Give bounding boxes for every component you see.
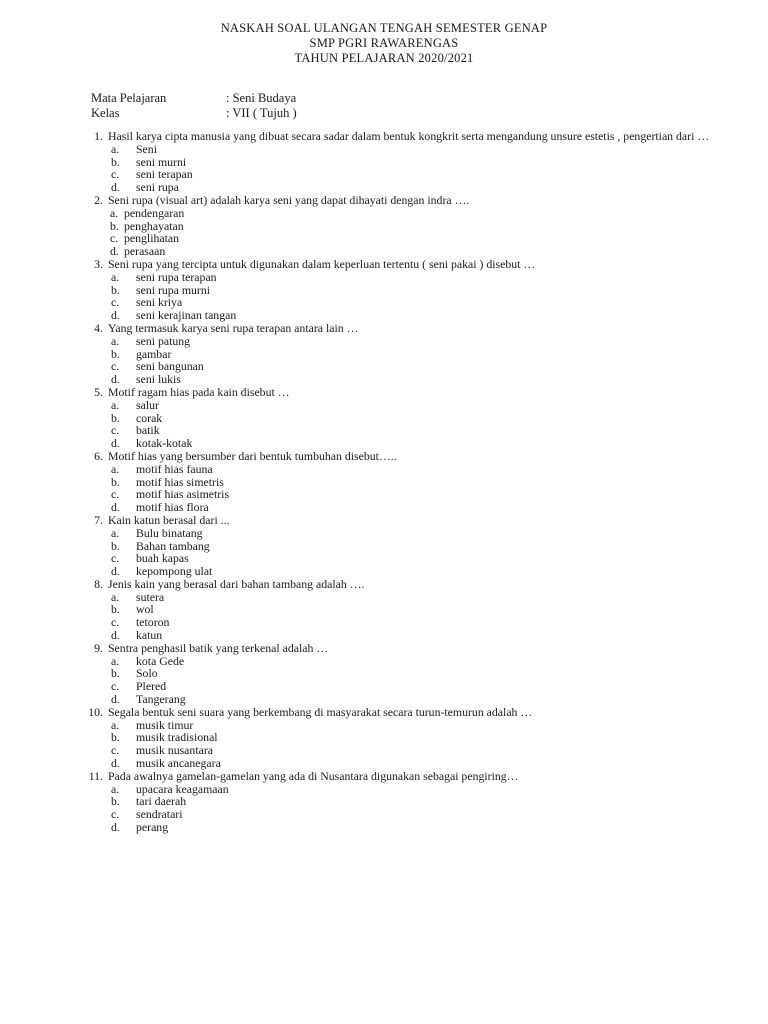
question-item — [0, 258, 768, 322]
question-text: Kain katun berasal dari ... — [108, 512, 230, 527]
option-text: musik ancanegara — [136, 756, 221, 771]
answer-option — [0, 437, 768, 450]
question-row — [0, 706, 768, 719]
question-text: Yang termasuk karya seni rupa terapan antara lain … — [108, 320, 359, 335]
option-letter: d. — [111, 372, 120, 387]
option-text: seni kerajinan tangan — [136, 308, 237, 323]
question-row — [0, 578, 768, 591]
question-row — [0, 130, 768, 143]
subject-row — [91, 91, 297, 106]
option-letter: c. — [110, 231, 119, 246]
option-text: wol — [136, 602, 154, 617]
option-text: seni kriya — [136, 295, 183, 310]
option-letter: a. — [110, 205, 119, 220]
question-item — [0, 770, 768, 834]
option-letter: a. — [111, 333, 120, 348]
option-letter: b. — [111, 474, 120, 489]
answer-option — [0, 207, 768, 220]
option-text: Tangerang — [136, 692, 186, 707]
option-letter: c. — [111, 679, 120, 694]
question-number: 7. — [94, 512, 103, 527]
header-school: SMP PGRI RAWARENGAS — [309, 36, 459, 50]
option-text: seni rupa murni — [136, 282, 211, 297]
option-letter: c. — [111, 615, 120, 630]
option-text: Solo — [136, 666, 158, 681]
answer-option — [0, 527, 768, 540]
answer-option — [0, 693, 768, 706]
option-letter: d. — [111, 436, 120, 451]
option-letter: a. — [111, 781, 120, 796]
class-value: : VII ( Tujuh ) — [226, 106, 297, 120]
option-letter: c. — [111, 167, 120, 182]
question-row — [0, 770, 768, 783]
subject-label: Mata Pelajaran — [91, 91, 167, 105]
question-text: Seni rupa (visual art) adalah karya seni yang dapat dihayati dengan indra …. — [108, 192, 470, 207]
option-letter: c. — [111, 551, 120, 566]
question-row — [0, 322, 768, 335]
option-text: seni patung — [136, 333, 191, 348]
option-text: seni terapan — [136, 167, 193, 182]
option-text: motif hias fauna — [136, 461, 213, 476]
option-letter: b. — [111, 538, 120, 553]
answer-option — [0, 565, 768, 578]
option-text: sutera — [136, 589, 165, 604]
option-letter: d. — [111, 820, 120, 835]
question-row — [0, 642, 768, 655]
option-letter: a. — [111, 397, 120, 412]
question-item — [0, 386, 768, 450]
question-item — [0, 514, 768, 578]
answer-option — [0, 463, 768, 476]
answer-option — [0, 399, 768, 412]
answer-option — [0, 271, 768, 284]
question-item — [0, 450, 768, 514]
option-letter: c. — [111, 743, 120, 758]
option-letter: d. — [111, 756, 120, 771]
option-letter: c. — [111, 359, 120, 374]
option-text: penghayatan — [124, 218, 184, 233]
option-text: pendengaran — [124, 205, 185, 220]
header-year: TAHUN PELAJARAN 2020/2021 — [294, 51, 474, 65]
answer-option — [0, 629, 768, 642]
class-row — [91, 106, 297, 121]
answer-option — [0, 821, 768, 834]
option-text: Bahan tambang — [136, 538, 210, 553]
answer-option — [0, 501, 768, 514]
option-letter: b. — [111, 602, 120, 617]
option-letter: b. — [111, 154, 120, 169]
option-letter: c. — [111, 423, 120, 438]
question-row — [0, 386, 768, 399]
option-letter: b. — [111, 346, 120, 361]
question-row — [0, 450, 768, 463]
option-text: tari daerah — [136, 794, 187, 809]
option-letter: d. — [111, 692, 120, 707]
option-letter: c. — [111, 295, 120, 310]
option-text: buah kapas — [136, 551, 189, 566]
question-number: 1. — [94, 129, 103, 143]
option-text: musik nusantara — [136, 743, 213, 758]
option-text: Seni — [136, 141, 157, 156]
option-letter: a. — [111, 717, 120, 732]
question-item — [0, 322, 768, 386]
question-number: 6. — [94, 448, 103, 463]
option-text: seni rupa terapan — [136, 269, 217, 284]
question-text: Seni rupa yang tercipta untuk digunakan dalam keperluan tertentu ( seni pakai ) disebut … — [108, 256, 536, 271]
option-text: Plered — [136, 679, 167, 694]
question-item — [0, 578, 768, 642]
option-text: seni bangunan — [136, 359, 204, 374]
option-letter: a. — [111, 589, 120, 604]
option-text: perang — [136, 820, 169, 835]
question-row — [0, 514, 768, 527]
option-text: motif hias simetris — [136, 474, 224, 489]
question-number: 11. — [88, 768, 103, 783]
question-number: 4. — [94, 320, 103, 335]
question-row — [0, 258, 768, 271]
option-text: upacara keagamaan — [136, 781, 229, 796]
option-letter: a. — [111, 525, 120, 540]
question-text: Motif ragam hias pada kain disebut … — [108, 384, 290, 399]
question-text: Pada awalnya gamelan-gamelan yang ada di Nusantara digunakan sebagai pengiring… — [108, 768, 519, 783]
option-text: gambar — [136, 346, 172, 361]
option-letter: a. — [111, 141, 120, 156]
option-text: kota Gede — [136, 653, 185, 668]
option-letter: b. — [111, 666, 120, 681]
option-letter: d. — [111, 500, 120, 515]
option-text: corak — [136, 410, 163, 425]
option-letter: b. — [111, 410, 120, 425]
option-letter: d. — [110, 244, 119, 259]
option-text: tetoron — [136, 615, 170, 630]
question-text: Segala bentuk seni suara yang berkembang di masyarakat secara turun-temurun adalah … — [108, 704, 533, 719]
option-text: seni lukis — [136, 372, 181, 387]
option-letter: d. — [111, 180, 120, 195]
subject-value: : Seni Budaya — [226, 91, 297, 105]
question-number: 9. — [94, 640, 103, 655]
option-letter: a. — [111, 461, 120, 476]
question-text: Jenis kain yang berasal dari bahan tambang adalah …. — [108, 576, 365, 591]
option-text: katun — [136, 628, 163, 643]
question-number: 5. — [94, 384, 103, 399]
answer-option — [0, 335, 768, 348]
document-header — [0, 21, 768, 66]
question-number: 10. — [88, 704, 103, 719]
option-text: salur — [136, 397, 159, 412]
option-letter: d. — [111, 564, 120, 579]
option-letter: b. — [111, 794, 120, 809]
option-text: seni murni — [136, 154, 187, 169]
question-number: 8. — [94, 576, 103, 591]
answer-option — [0, 143, 768, 156]
option-text: kotak-kotak — [136, 436, 193, 451]
question-row — [0, 194, 768, 207]
exam-meta — [91, 91, 297, 121]
answer-option — [0, 757, 768, 770]
header-title: NASKAH SOAL ULANGAN TENGAH SEMESTER GENAP — [220, 21, 548, 35]
option-text: motif hias flora — [136, 500, 209, 515]
option-letter: d. — [111, 308, 120, 323]
option-text: kepompong ulat — [136, 564, 213, 579]
option-letter: c. — [111, 487, 120, 502]
option-text: Bulu binatang — [136, 525, 203, 540]
question-text: Motif hias yang bersumber dari bentuk tumbuhan disebut….. — [108, 448, 397, 463]
option-letter: b. — [110, 218, 119, 233]
option-letter: d. — [111, 628, 120, 643]
question-list — [0, 130, 768, 834]
question-text: Hasil karya cipta manusia yang dibuat secara sadar dalam bentuk kongkrit serta mengandung unsure estetis , pengertian dari … — [108, 129, 710, 143]
option-text: sendratari — [136, 807, 183, 822]
option-letter: b. — [111, 730, 120, 745]
question-item — [0, 194, 768, 258]
question-item — [0, 642, 768, 706]
question-number: 2. — [94, 192, 103, 207]
option-text: motif hias asimetris — [136, 487, 230, 502]
option-letter: b. — [111, 282, 120, 297]
question-item — [0, 130, 768, 194]
option-letter: a. — [111, 269, 120, 284]
option-letter: a. — [111, 653, 120, 668]
question-item — [0, 706, 768, 770]
option-text: batik — [136, 423, 160, 438]
option-text: musik timur — [136, 717, 194, 732]
option-text: perasaan — [124, 244, 166, 259]
option-text: musik tradisional — [136, 730, 218, 745]
option-letter: c. — [111, 807, 120, 822]
class-label: Kelas — [91, 106, 120, 120]
question-number: 3. — [94, 256, 103, 271]
question-text: Sentra penghasil batik yang terkenal adalah … — [108, 640, 329, 655]
option-text: seni rupa — [136, 180, 179, 195]
option-text: penglihatan — [124, 231, 180, 246]
